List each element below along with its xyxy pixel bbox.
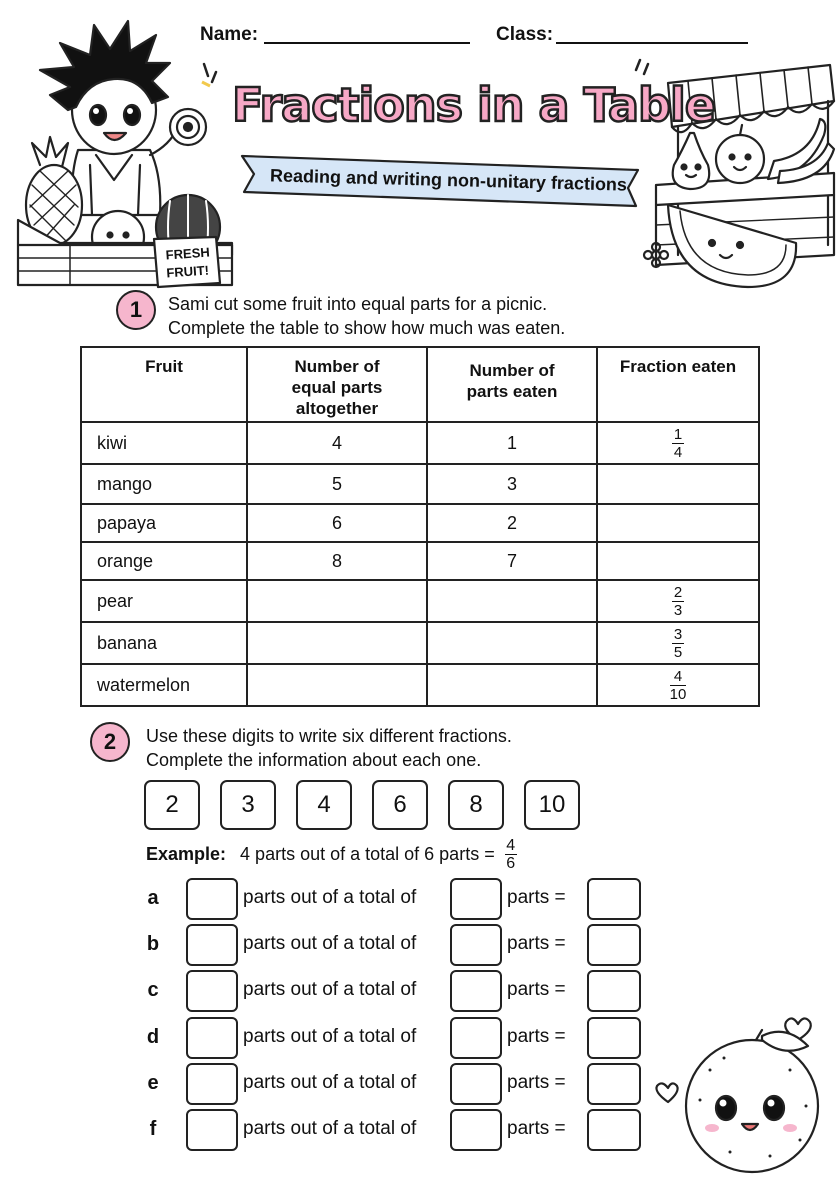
fruit-name-cell: banana: [81, 622, 247, 664]
total-answer-box[interactable]: [450, 1017, 502, 1059]
table-row: [81, 664, 759, 706]
parts-eaten-cell: 3: [427, 464, 597, 504]
table-row: [81, 580, 759, 622]
fraction-eaten-cell[interactable]: [597, 504, 759, 542]
fraction: [672, 585, 684, 618]
parts-eaten-cell: 1: [427, 422, 597, 464]
heart-icon: [656, 1083, 677, 1102]
fruit-name-cell: kiwi: [81, 422, 247, 464]
table-row: [81, 464, 759, 504]
numerator-answer-box[interactable]: [186, 878, 238, 920]
header-fraction-eaten: Fraction eaten: [597, 347, 759, 422]
fraction-denominator: 3: [673, 601, 683, 619]
fraction: [670, 669, 687, 702]
question-1-number: 1: [116, 290, 156, 330]
digit-card: 10: [524, 780, 580, 830]
example-text: 4 parts out of a total of 6 parts =: [240, 844, 495, 864]
fruit-fraction-table: [80, 346, 760, 707]
table-row: [81, 542, 759, 580]
page-subtitle: Reading and writing non-unitary fractions: [269, 165, 628, 195]
total-answer-box[interactable]: [450, 970, 502, 1012]
fraction-answer-box[interactable]: [587, 970, 641, 1012]
parts-eaten-cell: 2: [427, 504, 597, 542]
example-label: Example:: [146, 844, 227, 864]
page-title: Fractions in a Table: [232, 78, 715, 132]
total-answer-box[interactable]: [450, 1063, 502, 1105]
sparkle-left-icon: [200, 62, 220, 93]
crate-sign-line1: FRESH: [165, 244, 211, 263]
numerator-answer-box[interactable]: [186, 1063, 238, 1105]
fraction-numerator: 2: [673, 583, 683, 601]
parts-eaten-cell[interactable]: [427, 664, 597, 706]
fraction-denominator: 4: [673, 443, 683, 461]
equal-parts-cell: 8: [247, 542, 427, 580]
digit-card: 3: [220, 780, 276, 830]
row-text-middle: parts out of a total of: [243, 933, 417, 955]
question-2-line2: Complete the information about each one.: [146, 750, 482, 770]
numerator-answer-box[interactable]: [186, 1017, 238, 1059]
row-text-end: parts =: [507, 1071, 566, 1093]
fraction-eaten-cell[interactable]: [597, 542, 759, 580]
table-row: [81, 504, 759, 542]
name-field[interactable]: [264, 42, 470, 44]
fraction-answer-box[interactable]: [587, 1109, 641, 1151]
digit-card: 2: [144, 780, 200, 830]
numerator-answer-box[interactable]: [186, 924, 238, 966]
parts-eaten-cell[interactable]: [427, 622, 597, 664]
fruit-name-cell: mango: [81, 464, 247, 504]
row-text-end: parts =: [507, 887, 566, 908]
digit-card: 8: [448, 780, 504, 830]
fruit-name-cell: papaya: [81, 504, 247, 542]
fraction-numerator: 1: [673, 425, 683, 443]
equal-parts-cell[interactable]: [247, 622, 427, 664]
class-label: Class:: [496, 24, 554, 45]
fraction-eaten-cell: [597, 422, 759, 464]
crate-sign-line2: FRUIT!: [165, 262, 210, 281]
header-parts-eaten: Number of parts eaten: [427, 347, 597, 422]
row-label: a: [147, 887, 159, 909]
fraction-eaten-cell: [597, 622, 759, 664]
fraction: [672, 427, 684, 460]
row-text-end: parts =: [507, 1118, 566, 1139]
orange-character-illustration: [650, 1010, 830, 1180]
row-text-middle: parts out of a total of: [243, 979, 417, 1001]
equal-parts-cell: 5: [247, 464, 427, 504]
class-field[interactable]: [556, 42, 748, 44]
row-label: d: [146, 1025, 160, 1048]
row-text-end: parts =: [507, 979, 566, 1001]
row-text-middle: parts out of a total of: [243, 1071, 417, 1093]
example-fraction-denominator: 6: [506, 855, 516, 872]
fruit-name-cell: orange: [81, 542, 247, 580]
fraction-eaten-cell: [597, 580, 759, 622]
fruit-name-cell: watermelon: [81, 664, 247, 706]
row-label: e: [147, 1071, 159, 1094]
row-label: c: [147, 979, 159, 1002]
equal-parts-cell: 6: [247, 504, 427, 542]
table-row: [81, 622, 759, 664]
fraction-numerator: 3: [673, 625, 683, 643]
fraction-answer-box[interactable]: [587, 924, 641, 966]
name-label: Name:: [200, 24, 259, 45]
fraction-denominator: 5: [673, 643, 683, 661]
table-row: [81, 422, 759, 464]
row-text-middle: parts out of a total of: [243, 1118, 417, 1139]
equal-parts-cell: 4: [247, 422, 427, 464]
fraction-answer-box[interactable]: [587, 1063, 641, 1105]
example-fraction-numerator: 4: [506, 837, 516, 854]
total-answer-box[interactable]: [450, 878, 502, 920]
question-1-line2: Complete the table to show how much was eaten.: [168, 318, 566, 338]
fraction-denominator: 10: [669, 685, 687, 703]
header-fruit: Fruit: [81, 347, 247, 422]
question-2-line1: Use these digits to write six different fractions.: [146, 726, 512, 746]
example-fraction: [505, 838, 517, 871]
total-answer-box[interactable]: [450, 924, 502, 966]
digit-cards: [144, 780, 580, 830]
row-text-end: parts =: [507, 1025, 566, 1047]
digit-card: 6: [372, 780, 428, 830]
fraction: [672, 627, 684, 660]
question-2-number: 2: [90, 722, 130, 762]
fruit-name-cell: pear: [81, 580, 247, 622]
fraction-answer-box[interactable]: [587, 1017, 641, 1059]
row-label: b: [146, 933, 160, 956]
total-answer-box[interactable]: [450, 1109, 502, 1151]
row-text-middle: parts out of a total of: [243, 887, 417, 908]
equal-parts-cell[interactable]: [247, 664, 427, 706]
fraction-eaten-cell: [597, 664, 759, 706]
row-label: f: [149, 1118, 157, 1140]
fraction-answer-box[interactable]: [587, 878, 641, 920]
numerator-answer-box[interactable]: [186, 970, 238, 1012]
digit-card: 4: [296, 780, 352, 830]
example-row: [146, 838, 517, 871]
parts-eaten-cell[interactable]: [427, 580, 597, 622]
parts-eaten-cell: 7: [427, 542, 597, 580]
question-1-line1: Sami cut some fruit into equal parts for a picnic.: [168, 294, 548, 314]
fraction-eaten-cell[interactable]: [597, 464, 759, 504]
row-text-middle: parts out of a total of: [243, 1025, 417, 1047]
header-equal-parts: Number of equal parts altogether: [247, 347, 427, 422]
boy-fruit-crate-illustration: [10, 15, 240, 290]
fraction-numerator: 4: [673, 667, 683, 685]
row-text-end: parts =: [507, 933, 566, 955]
equal-parts-cell[interactable]: [247, 580, 427, 622]
numerator-answer-box[interactable]: [186, 1109, 238, 1151]
